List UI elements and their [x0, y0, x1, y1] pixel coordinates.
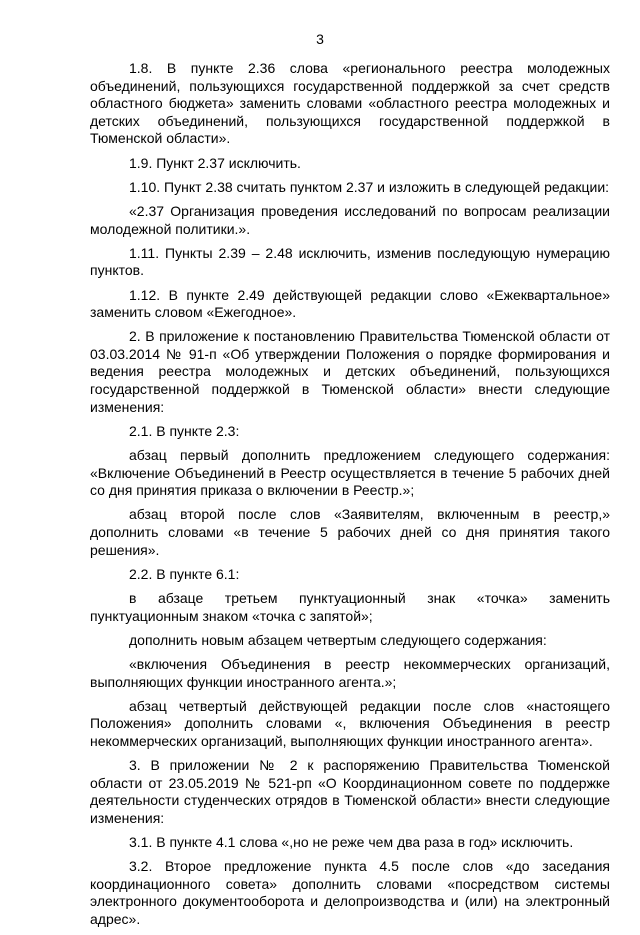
paragraph-2-2-fourth: абзац четвертый действующей редакции после слов «настоящего Положения» дополнить словами «, включения Объединения в реестр некоммерческих организаций, выполняющих функции иностранного агента». [90, 697, 610, 749]
paragraph-2-2-third: в абзаце третьем пунктуационный знак «точка» заменить пунктуационным знаком «точка с запятой»; [90, 589, 610, 624]
paragraph-2-37-text: «2.37 Организация проведения исследований по вопросам реализации молодежной политики.». [90, 202, 610, 237]
paragraph-3-2: 3.2. Второе предложение пункта 4.5 после слов «до заседания координационного совета» дополнить словами «посредством системы электронного документооборота и делопроизводства и (или) на электронный адрес». [90, 858, 610, 928]
paragraph-1-10: 1.10. Пункт 2.38 считать пунктом 2.37 и изложить в следующей редакции: [129, 178, 610, 195]
document-body [90, 60, 610, 935]
paragraph-1-9: 1.9. Пункт 2.37 исключить. [129, 154, 301, 171]
paragraph-2-1-first: абзац первый дополнить предложением следующего содержания: «Включение Объединений в Реестр осуществляется в течение 5 рабочих дней со дня принятия приказа о включении в Реестр.»; [90, 447, 610, 499]
paragraph-2: 2. В приложение к постановлению Правительства Тюменской области от 03.03.2014 № 91-п «Об утверждении Положения о порядке формирования и ведения реестра молодежных и детских объединений, пользующихся государственной поддержкой в Тюменской области» внести следующие изменения: [90, 328, 610, 415]
paragraph-2-2: 2.2. В пункте 6.1: [129, 565, 240, 582]
paragraph-2-1: 2.1. В пункте 2.3: [129, 422, 240, 439]
paragraph-2-1-second: абзац второй после слов «Заявителям, включенным в реестр,» дополнить словами «в течение 5 рабочих дней со дня принятия такого решения». [90, 506, 610, 558]
paragraph-3-1: 3.1. В пункте 4.1 слова «,но не реже чем два раза в год» исключить. [129, 834, 574, 851]
paragraph-1-8: 1.8. В пункте 2.36 слова «регионального реестра молодежных объединений, пользующихся государственной поддержкой за счет средств областного бюджета» заменить словами «областного реестра молодежных и детских объединений, пользующихся государственной поддержкой в Тюменской области». [90, 60, 610, 147]
paragraph-2-2-add: дополнить новым абзацем четвертым следующего содержания: [129, 631, 547, 648]
page-number: 3 [316, 31, 324, 47]
paragraph-2-2-quote: «включения Объединения в реестр некоммерческих организаций, выполняющих функции иностранного агента.»; [90, 655, 610, 690]
paragraph-1-11: 1.11. Пункты 2.39 – 2.48 исключить, изменив последующую нумерацию пунктов. [90, 244, 610, 279]
paragraph-3: 3. В приложении № 2 к распоряжению Правительства Тюменской области от 23.05.2019 № 521-рп «О Координационном совете по поддержке деятельности студенческих отрядов в Тюменской области» внести следующие изменения: [90, 757, 610, 826]
paragraph-1-12: 1.12. В пункте 2.49 действующей редакции слово «Ежеквартальное» заменить словом «Ежегодное». [90, 286, 610, 321]
